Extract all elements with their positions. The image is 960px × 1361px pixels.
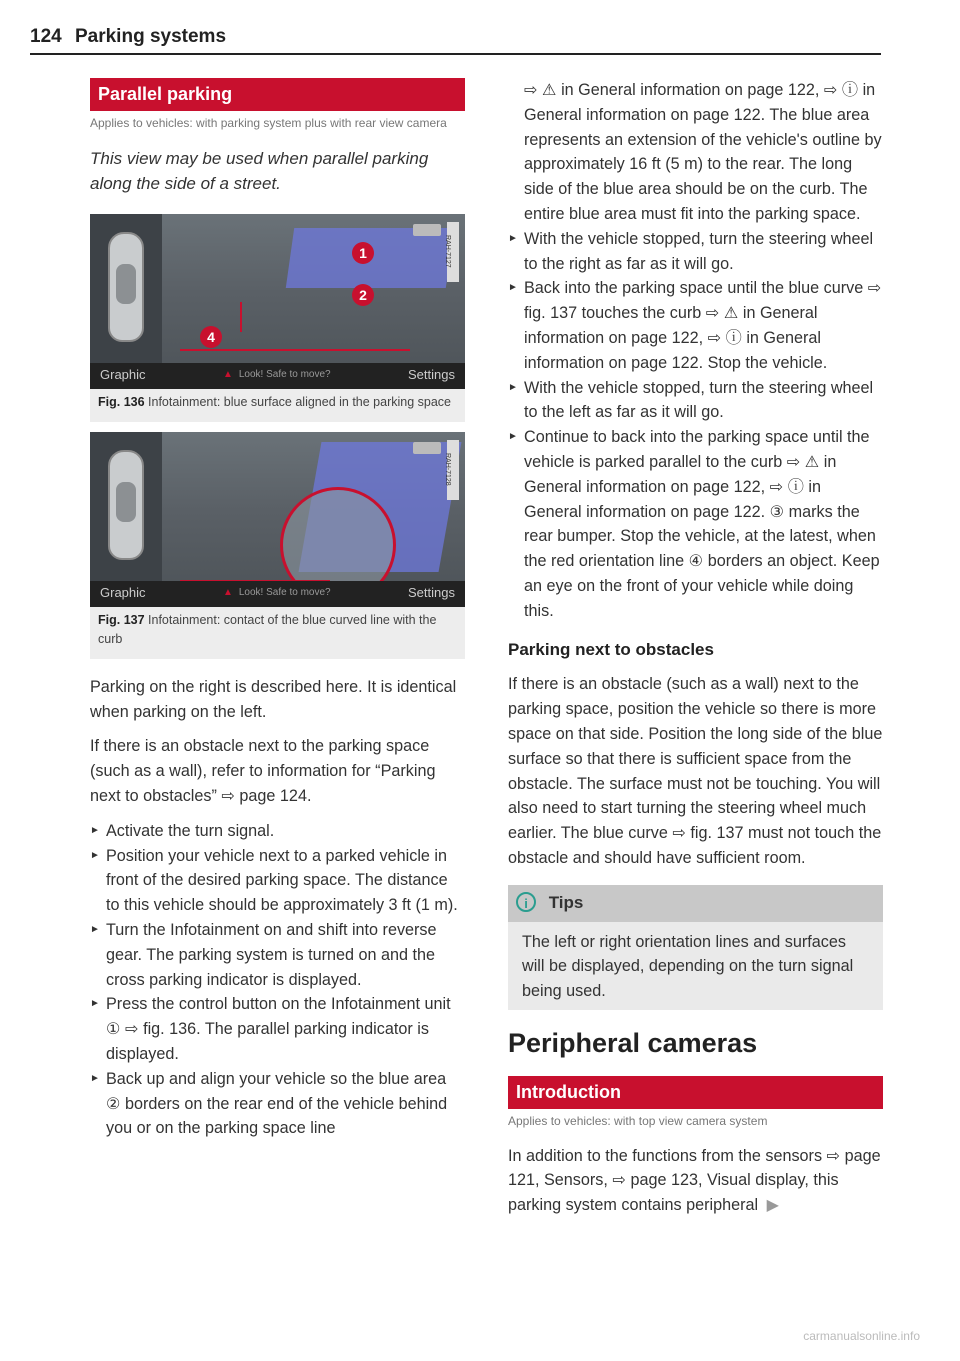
infotainment-screen-137 [90,432,465,607]
chapter-heading: Peripheral cameras [508,1027,758,1058]
continue-arrow-icon: ▶ [766,1196,780,1215]
warning-icon [223,363,331,388]
orientation-line [180,349,410,351]
screen-menu-bar [90,581,465,607]
section-band-parallel-parking: Parallel parking [90,78,465,111]
left-column [90,78,465,1141]
graphic-menu[interactable]: Graphic [100,585,146,601]
step-item: ► Activate the turn signal. [90,819,465,844]
caption-text: Infotainment: blue surface aligned in the parking space [148,394,452,409]
step-item: ► Turn the Infotainment on and shift into reverse gear. The parking system is turned on and the cross parking indicator is displayed. [90,918,465,992]
watermark: carmanualsonline.info [803,1329,920,1343]
figure-caption-136 [90,389,465,422]
page-number: 124 [30,26,62,47]
step-item: ► With the vehicle stopped, turn the steering wheel to the right as far as it will go. [508,227,883,277]
section-title: Parking systems [74,26,227,47]
section-band-introduction: Introduction [508,1076,883,1109]
step-item: ► Press the control button on the Infotainment unit ① ⇨ fig. 136. The parallel parking indicator is displayed. [90,992,465,1066]
applies-note: Applies to vehicles: with parking system plus with rear view camera [90,115,447,130]
applies-note: Applies to vehicles: with top view camera system [508,1113,768,1128]
graphic-menu[interactable]: Graphic [100,367,146,383]
car-top-view-icon [108,450,144,560]
callout-4: 4 [200,326,222,348]
tips-text: The left or right orientation lines and surfaces will be displayed, depending on the turn signal being used. [522,932,854,1001]
infotainment-screen-136 [90,214,465,389]
tips-header [508,885,883,922]
settings-menu[interactable]: Settings [408,585,455,601]
step-list [508,227,883,624]
paragraph: If there is an obstacle next to the parking space (such as a wall), refer to information for “Parking next to obstacles” ⇨ page 124. [90,737,436,805]
step-list [90,819,465,1141]
figure-caption-137 [90,607,465,659]
paragraph [508,1144,883,1218]
caption-label: Fig. 136 [98,394,145,409]
mode-icon [413,442,441,454]
step-continuation: ⇨ ⚠ in General information on page 122, ⇨ ⓘ in General information on page 122. The blue area represents an extension of the vehicle's outline by approximately 16 ft (5 m) to the rear. The long side of the blue area should be on the curb. The entire blue area must fit into the parking space. [524,81,882,223]
paragraph: If there is an obstacle (such as a wall) next to the parking space, position the vehicle so there is more space on that side. Position the long side of the blue surface so that there is sufficient space from the obstacle. The surface must not be touching. You will also need to start turning the steering wheel much earlier. The blue curve ⇨ fig. 137 must not touch the obstacle and should have sufficient room. [508,675,883,867]
figure-id-tag: RAH-7127 [447,222,459,282]
intro-paragraph-text: In addition to the functions from the sensors ⇨ page 121, Sensors, ⇨ page 123, Visual display, this parking system contains peripheral [508,1146,881,1215]
step-item: ► Continue to back into the parking space until the vehicle is parked parallel to the curb ⇨ ⚠ in General information on page 122, ⇨ ⓘ in General information on page 122. ③ marks the rear bumper. Stop the vehicle, at the latest, when the red orientation line ④ borders an object. Keep an eye on the front of your vehicle while doing this. [508,425,883,623]
figure-137 [90,432,465,659]
sensor-panel [90,432,162,581]
warning-text: Look! Safe to move? [238,587,331,599]
running-head [30,26,226,48]
warning-icon [223,581,331,606]
tips-box [508,885,883,1010]
warning-text: Look! Safe to move? [238,369,331,381]
sensor-panel [90,214,162,363]
caption-label: Fig. 137 [98,612,145,627]
step-item: ► Back up and align your vehicle so the blue area ② borders on the rear end of the vehicle behind you or on the parking space line [90,1067,465,1141]
step-item: ► Back into the parking space until the blue curve ⇨ fig. 137 touches the curb ⇨ ⚠ in General information on page 122, ⇨ ⓘ in General information on page 122. Stop the vehicle. [508,276,883,375]
callout-2: 2 [352,284,374,306]
right-column [508,78,883,1228]
mode-icon [413,224,441,236]
warning-triangle: ▲ [222,587,233,599]
figure-id-tag: RAH-7128 [447,440,459,500]
settings-menu[interactable]: Settings [408,367,455,383]
intro-text: This view may be used when parallel parking along the side of a street. [90,148,429,193]
car-top-view-icon [108,232,144,342]
tips-title: Tips [548,892,584,912]
caption-text: Infotainment: contact of the blue curved line with the curb [98,612,437,646]
step-item: ► Position your vehicle next to a parked vehicle in front of the desired parking space. The distance to this vehicle should be approximately 3 ft (1 m). [90,844,465,918]
callout-leader-4 [240,302,242,332]
paragraph: Parking on the right is described here. It is identical when parking on the left. [90,677,457,721]
callout-1: 1 [352,242,374,264]
screen-menu-bar [90,363,465,389]
header-rule [30,53,881,55]
figure-136 [90,214,465,422]
info-icon: i [516,892,536,912]
sub-heading: Parking next to obstacles [508,639,714,659]
warning-triangle: ▲ [222,369,233,381]
step-item: ► With the vehicle stopped, turn the steering wheel to the left as far as it will go. [508,376,883,426]
